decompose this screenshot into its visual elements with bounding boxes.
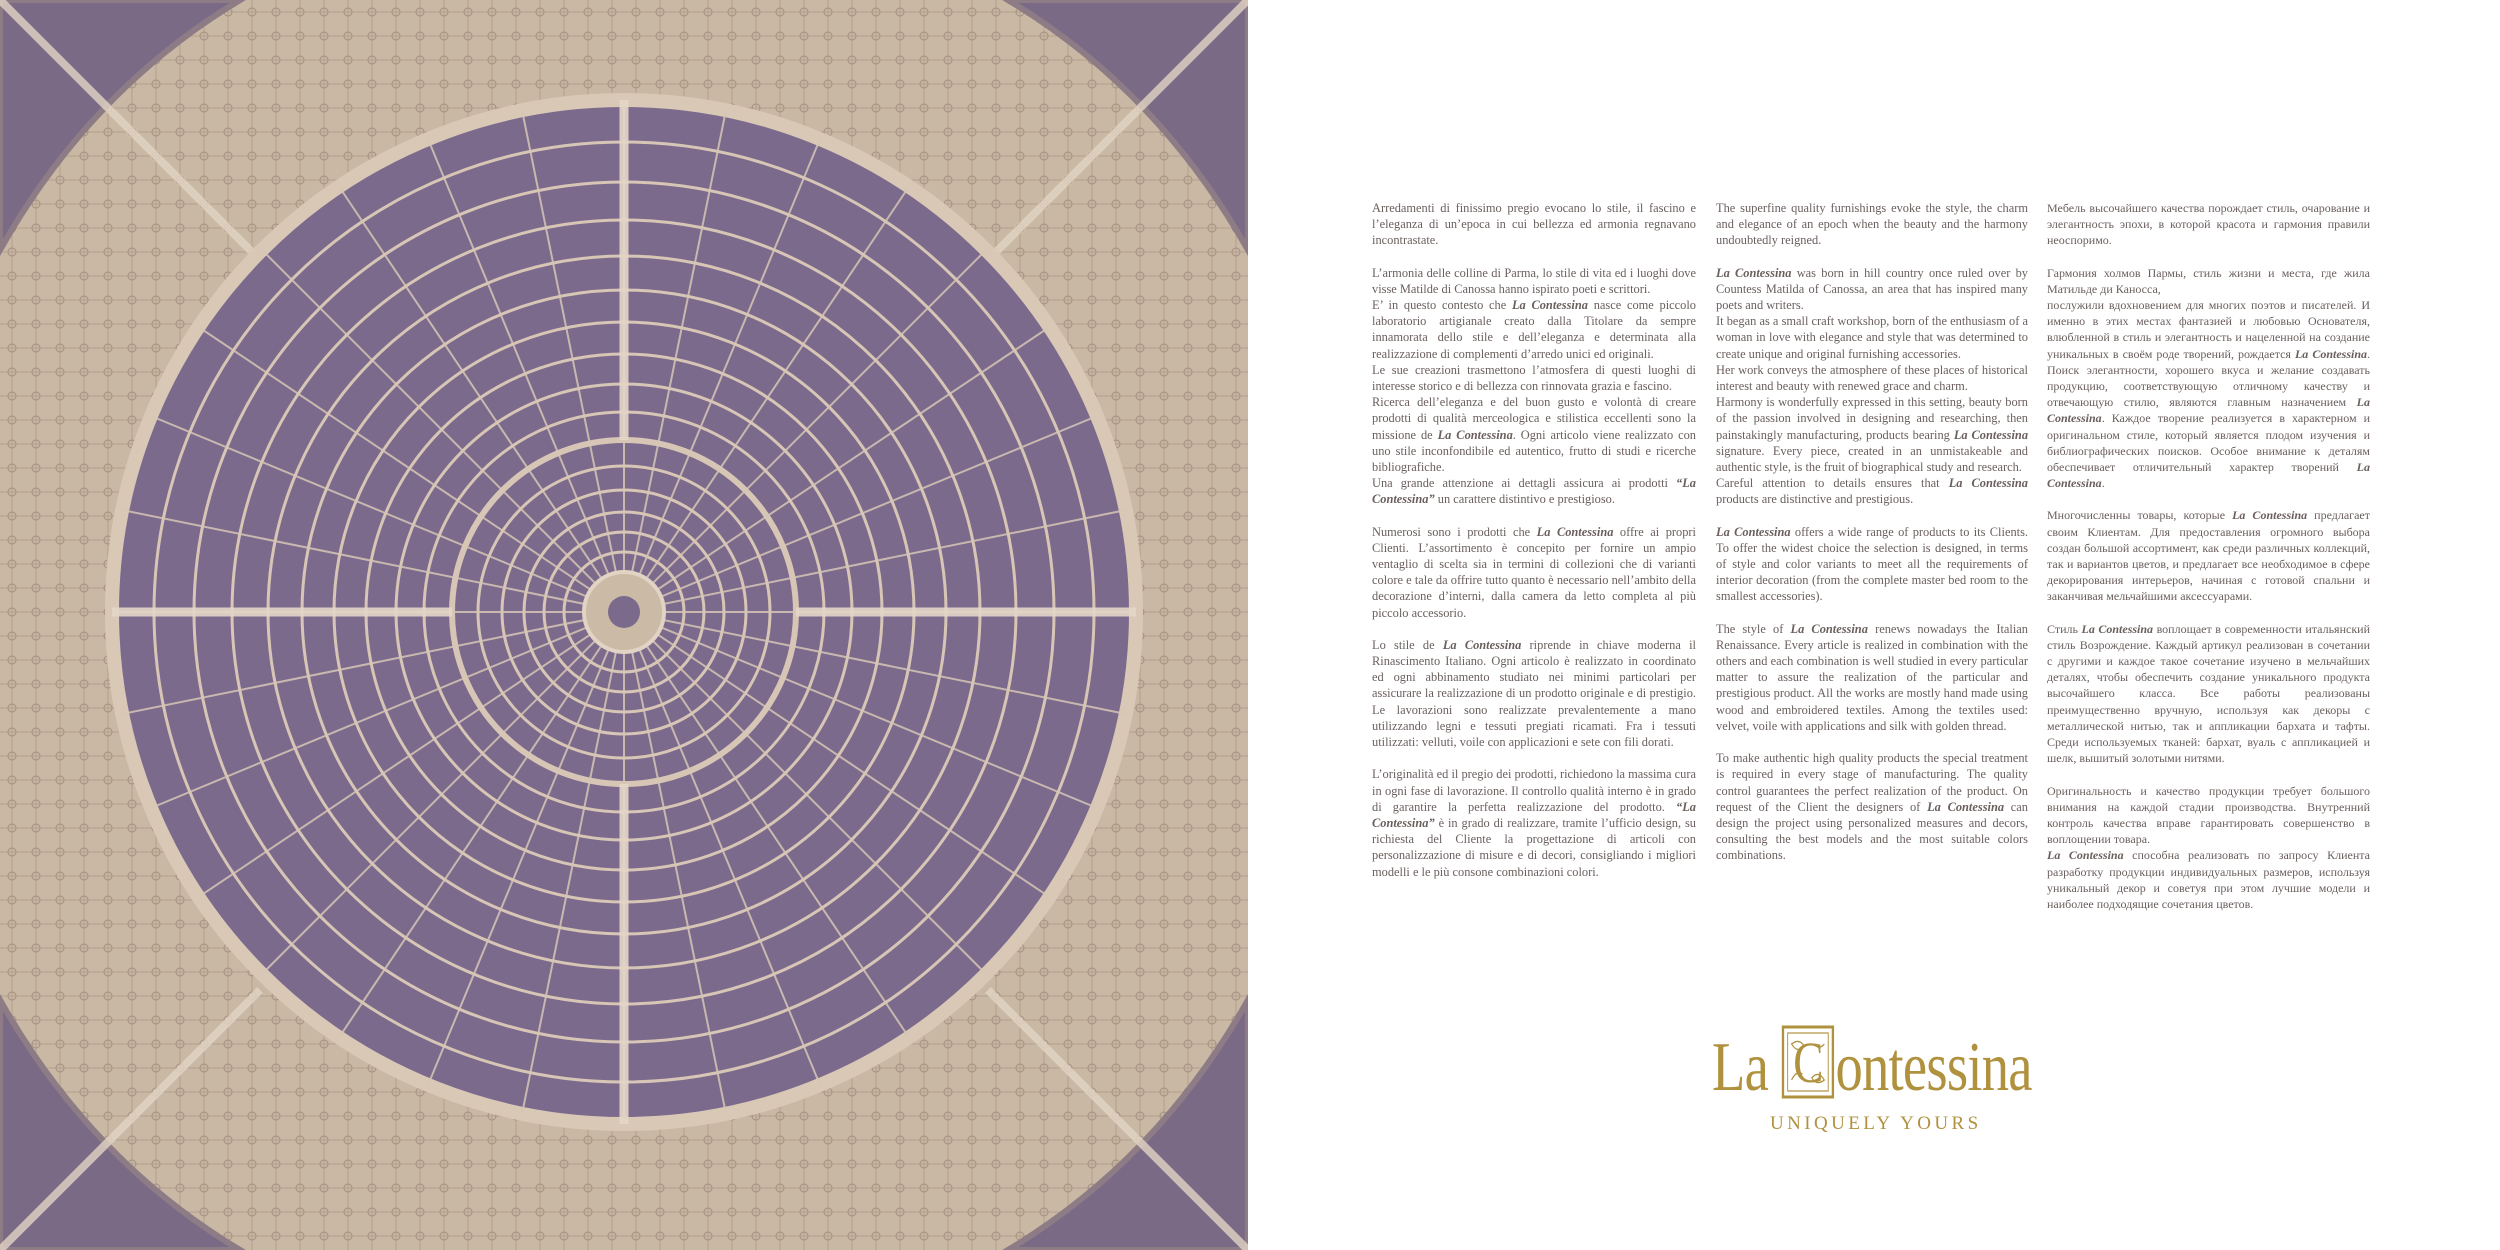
- la-contessina-logo: [1712, 1024, 2032, 1108]
- logo-initial-box: [1781, 1024, 1836, 1100]
- it-para-7: Numerosi sono i prodotti che La Contessina offre ai propri Clienti. L’assortimento è concepito per fornire un ampio ventaglio di scelta sia in termini di collezioni che di varianti colore e tale da offrire tutto quanto è necessario nell’ambito della decorazione d’interni, dalla camera da letto completa al più piccolo accessorio.: [1372, 524, 1696, 620]
- glass-dome-ceiling-icon: [0, 0, 1248, 1250]
- it-para-3: E’ in questo contesto che La Contessina nasce come piccolo laboratorio artigianale creato dalla Titolare da sempre innamorata dello stile e dell’eleganza e determinata alla realizzazione di complementi d’arredo unici ed originali.: [1372, 298, 1696, 361]
- it-para-9: L’originalità ed il pregio dei prodotti, richiedono la massima cura in ogni fase di lavorazione. Il controllo qualità interno è in grado di garantire la perfetta realizzazione del prodotto. “La Contessina” è in grado di realizzare, tramite l’ufficio design, su richiesta del Cliente la progettazione di articoli con personalizzazione di misure e di decori, consigliando i migliori modelli e le più consone combinazioni colori.: [1372, 767, 1696, 879]
- ru-para-2: Гармония холмов Пармы, стиль жизни и места, где жила Матильде ди Каносса,: [2047, 265, 2370, 296]
- ru-para-1: Мебель высочайшего качества порождает стиль, очарование и элегантность эпохи, в которой красота и гармония правили неоспоримо.: [2047, 201, 2370, 248]
- ru-para-4: Многочисленны товары, которые La Contessina предлагает своим Клиентам. Для предоставления огромного выбора создан большой ассортимент, как среди различных коллекций, так и вариантов цветов, и предлагает все необходимое в сфере декорирования интерьеров, начиная с готовой спальни и заканчивая мельчайшими аксессуарами.: [2047, 508, 2370, 604]
- ru-para-3: послужили вдохновением для многих поэтов и писателей. И именно в этих местах фантазией и любовью Основателя, влюбленной в стиль и элегантность и нацеленной на создание уникальных в своём роде творений, рождается La Contessina. Поиск элегантности, хорошего вкуса и желание создавать продукцию, соответствующую отличному качеству и отвечающую стилю, являются главным назначением La Contessina. Каждое творение реализуется в характерном и оригинальном стиле, который является плодом изучения и библиографических поисков. Особое внимание к деталям обеспечивает отличительный характер творений La Contessina.: [2047, 298, 2371, 491]
- ru-para-7: La Contessina способна реализовать по запросу Клиента разработку продукции индивидуальных размеров, используя уникальный декор и советуя при этом лучшие модели и наиболее подходящие сочетания цветов.: [2047, 848, 2370, 911]
- en-para-5: Harmony is wonderfully expressed in this setting, beauty born of the passion involved in designing and researching, then painstakingly manufacturing, products bearing La Contessina signature. Every piece, created in an unmistakeable and authentic style, is the fruit of biographical study and research.: [1716, 395, 2029, 475]
- en-para-7: La Contessina offers a wide range of products to its Clients. To offer the widest choice the selection is designed, in terms of style and color variants to meet all the requirements of interior decoration (from the complete master bed room to the smallest accessories).: [1716, 524, 2028, 604]
- ru-para-6: Оригинальность и качество продукции требует большого внимания на каждой стадии производства. Внутренний контроль качества вправе гарантировать совершенство в воплощении товара.: [2047, 783, 2370, 847]
- logo-initial-letter: C: [1793, 1031, 1823, 1096]
- it-para-5: Ricerca dell’eleganza e del buon gusto e volontà di creare prodotti di qualità merceologica e stilistica eccellenti sono la missione de La Contessina. Ogni articolo viene realizzato con uno stile inconfondibile ed autentico, frutto di studi e ricerche bibliografiche.: [1372, 395, 1696, 475]
- en-para-8: The style of La Contessina renews nowadays the Italian Renaissance. Every article is realized in combination with the others and each combination is well studied in every particular matter to assure the realization of the particular and prestigious product. All the works are mostly hand made using wood and embroidered textiles. Among the textiles used: velvet, voile with applications and silk with golden thread.: [1716, 621, 2029, 733]
- dome-photo: [0, 0, 1248, 1250]
- it-para-1: Arredamenti di finissimo pregio evocano lo stile, il fascino e l’eleganza di un’epoca in cui bellezza ed armonia regnavano incontrastate.: [1372, 201, 1696, 248]
- en-para-1: The superfine quality furnishings evoke the style, the charm and elegance of an epoch when the beauty and the harmony undoubtedly reigned.: [1716, 201, 2028, 248]
- ornate-initial-icon: [1781, 1024, 1836, 1100]
- ru-para-5: Стиль La Contessina воплощает в современности итальянский стиль Возрождение. Каждый артикул реализован в сочетании с другими и каждое такое сочетание изучено в мельчайших деталях, чтобы обеспечить создание уникального продукта высочайшего класса. Все работы реализованы преимущественно вручную, используя как декоры с металлической нитью, так и аппликации бархата и тафты. Среди используемых тканей: бархат, вуаль с аппликацией и шелк, вышитый золотыми нитями.: [2047, 621, 2370, 766]
- it-para-8: Lo stile de La Contessina riprende in chiave moderna il Rinascimento Italiano. Ogni articolo è realizzato in coordinato ed ogni abbinamento studiato nei minimi particolari per assicurare la realizzazione di un prodotto originale e di prestigio. Le lavorazioni sono realizzate prevalentemente a mano utilizzando legni e tessuti pregiati ricamati. Fra i tessuti utilizzati: velluti, voile con applicazioni e sete con fili dorati.: [1372, 637, 1696, 750]
- en-para-2: La Contessina was born in hill country once ruled over by Countess Matilda of Canossa, an area that has inspired many poets and writers.: [1716, 265, 2028, 313]
- italian-text-column: [1372, 200, 1696, 880]
- it-para-6: Una grande attenzione ai dettagli assicura ai prodotti “La Contessina” un carattere distintivo e prestigioso.: [1372, 476, 1696, 507]
- logo-word-start: La: [1712, 1029, 1781, 1106]
- it-para-2: L’armonia delle colline di Parma, lo stile di vita ed i luoghi dove visse Matilde di Canossa hanno ispirato poeti e scrittori.: [1372, 265, 1696, 296]
- en-para-6: Careful attention to details ensures that La Contessina products are distinctive and prestigious.: [1716, 476, 2028, 507]
- logo-word-end: ontessina: [1835, 1029, 2032, 1106]
- en-para-9: To make authentic high quality products the special treatment is required in every stage of manufacturing. The quality control guarantees the perfect realization of the product. On request of the Client the designers of La Contessina can design the project using personalized measures and decors, consulting the best models and the most suitable colors combinations.: [1716, 751, 2028, 863]
- en-para-4: Her work conveys the atmosphere of these places of historical interest and beauty with renewed grace and charm.: [1716, 362, 2028, 394]
- logo-tagline: UNIQUELY YOURS: [1770, 1113, 1982, 1134]
- russian-text-column: [2047, 200, 2370, 912]
- english-text-column: [1716, 200, 2028, 864]
- it-para-4: Le sue creazioni trasmettono l’atmosfera di questi luoghi di interesse storico e di bellezza con rinnovata grazia e fascino.: [1372, 362, 1696, 394]
- en-para-3: It began as a small craft workshop, born of the enthusiasm of a woman in love with elegance and style that was determined to create unique and original furnishing accessories.: [1716, 314, 2028, 361]
